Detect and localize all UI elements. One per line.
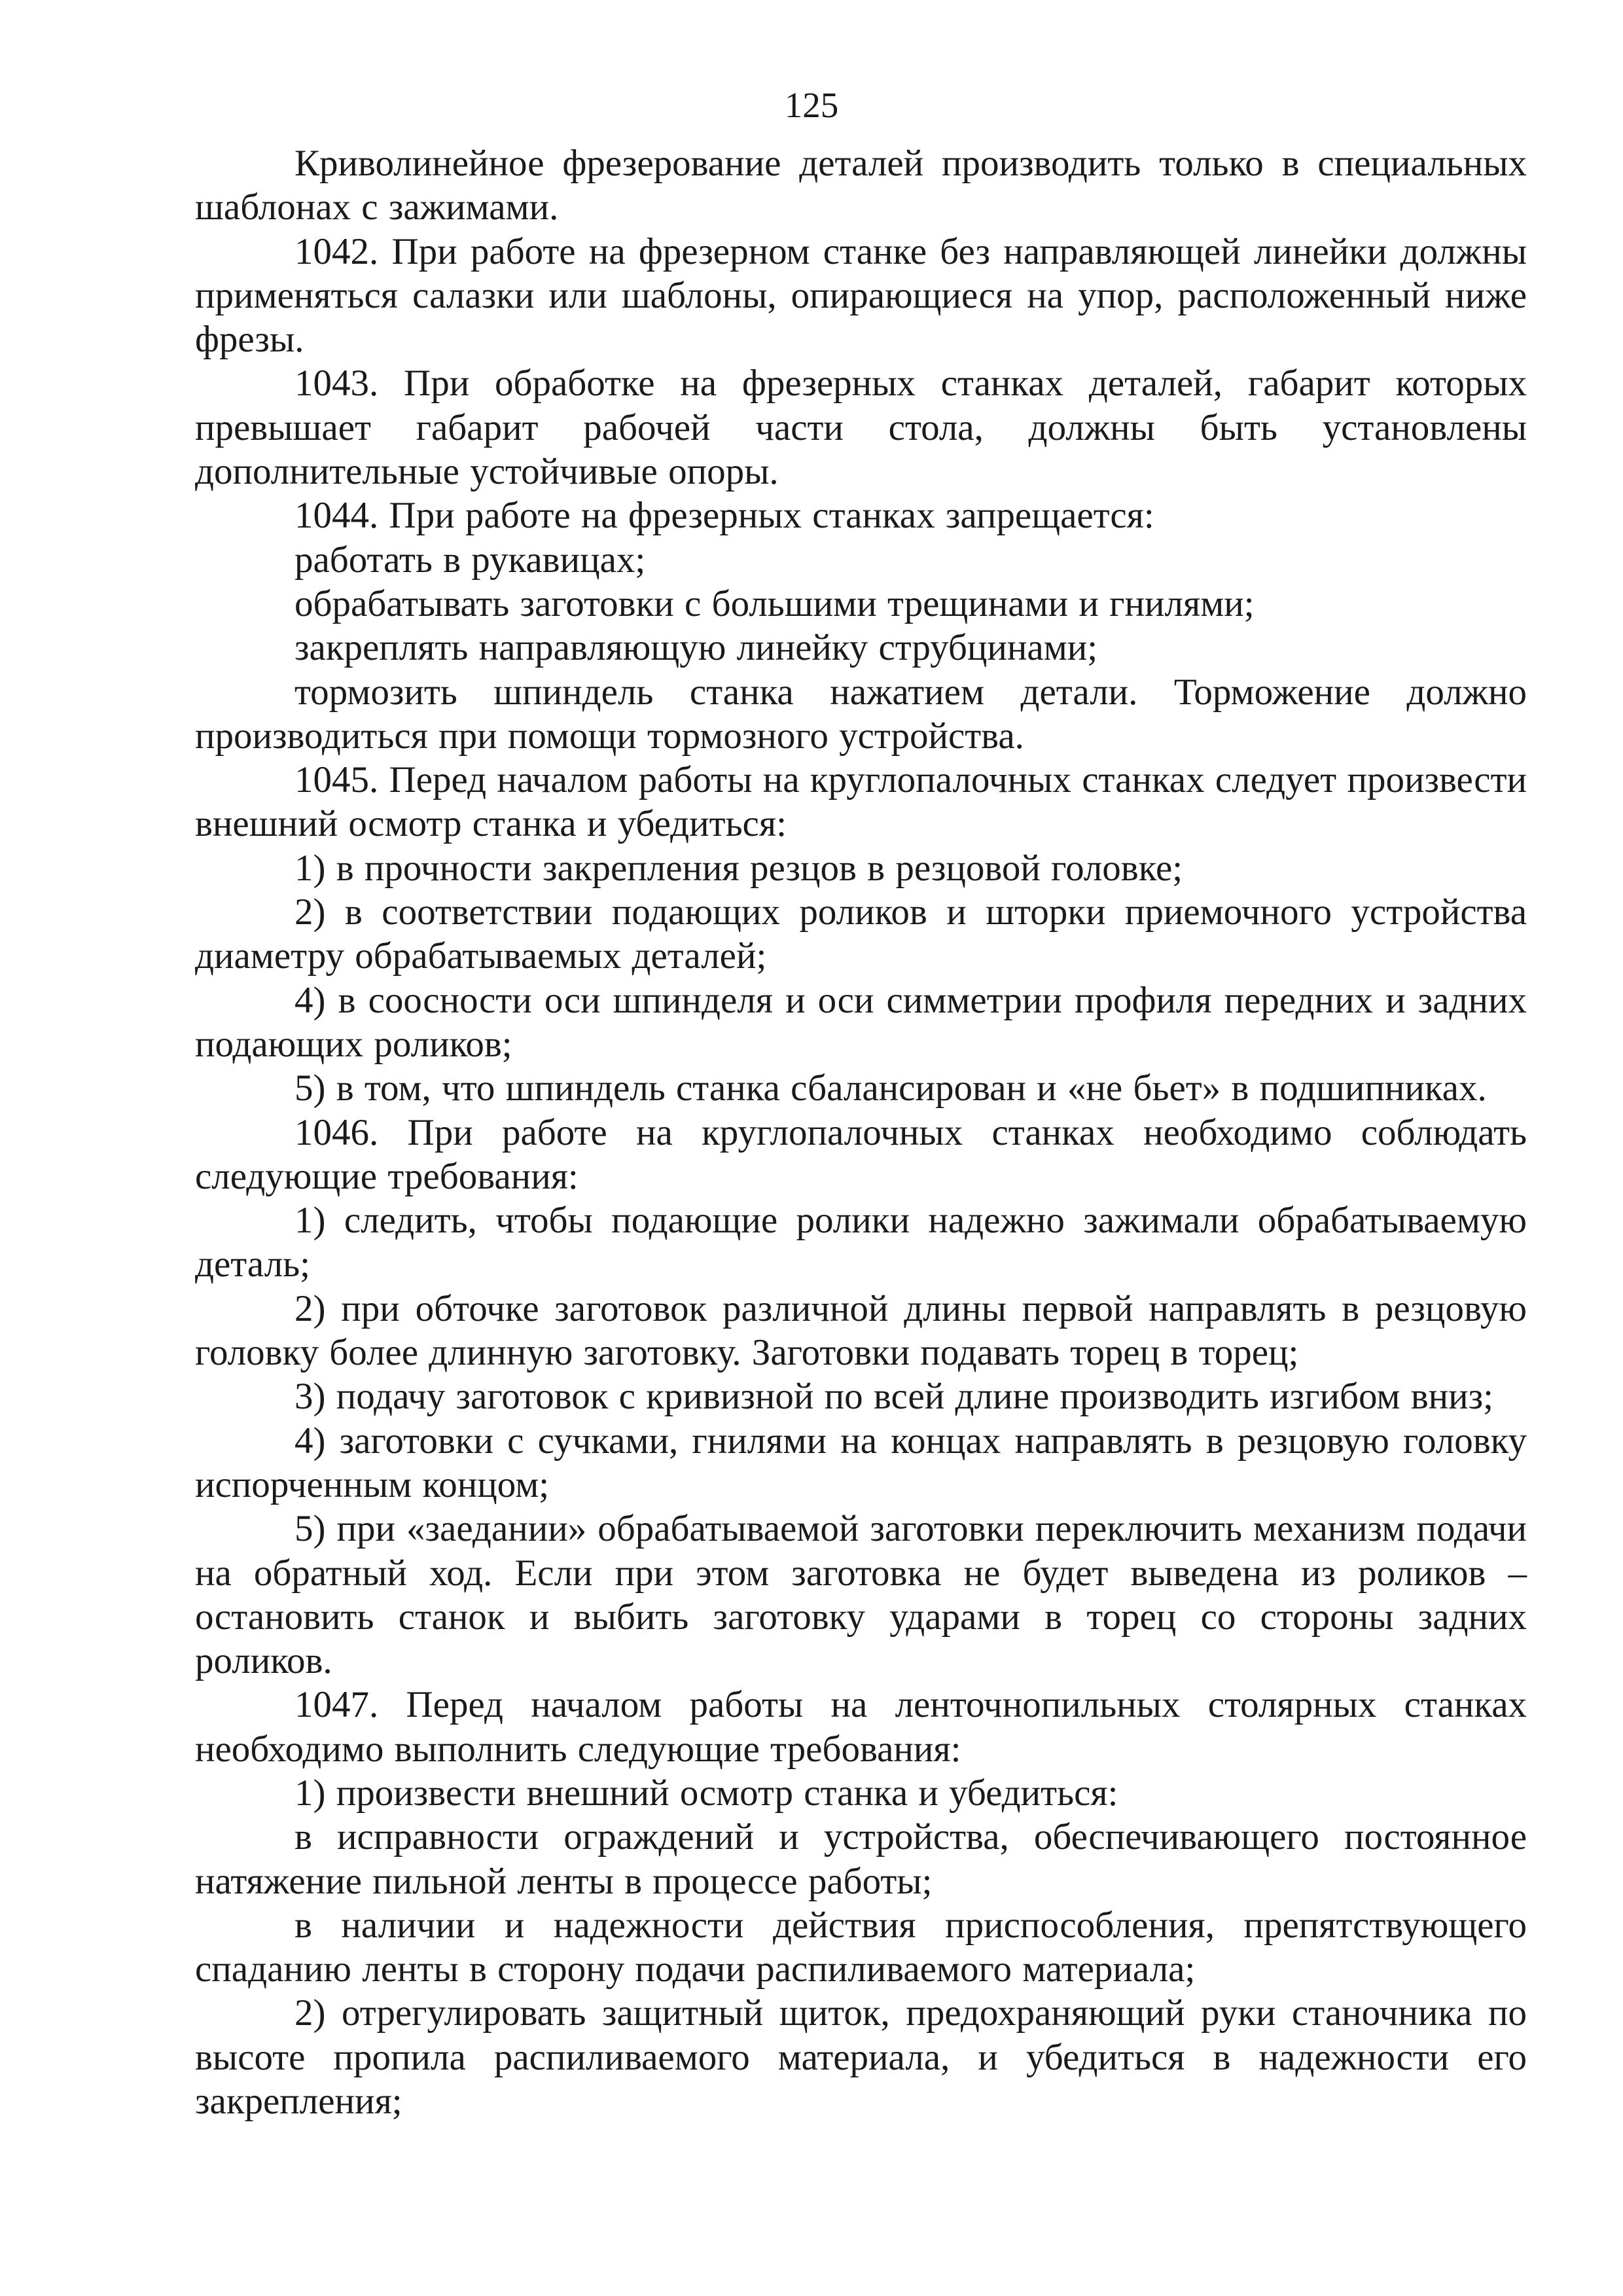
paragraph-1047: 1047. Перед началом работы на ленточнопильных столярных станках необходимо выполнить следующие требования: bbox=[195, 1684, 1527, 1770]
list-item: 1) произвести внешний осмотр станка и убедиться: bbox=[294, 1772, 1118, 1814]
list-item: 2) при обточке заготовок различной длины первой направлять в резцовую головку более длинную заготовку. Заготовки подавать торец в торец; bbox=[195, 1287, 1527, 1374]
paragraph-1046: 1046. При работе на круглопалочных станках необходимо соблюдать следующие требования: bbox=[195, 1111, 1527, 1197]
list-item: 2) отрегулировать защитный щиток, предохраняющий руки станочника по высоте пропила распиливаемого материала, и убедиться в надежности его закрепления; bbox=[195, 1992, 1527, 2123]
list-item: работать в рукавицах; bbox=[294, 539, 646, 581]
list-item: 3) подачу заготовок с кривизной по всей длине производить изгибом вниз; bbox=[294, 1376, 1493, 1418]
list-item: 2) в соответствии подающих роликов и шторки приемочного устройства диаметру обрабатываемых деталей; bbox=[195, 891, 1527, 977]
list-item: 5) при «заедании» обрабатываемой заготовки переключить механизм подачи на обратный ход. Если при этом заготовка не будет выведена из роликов – остановить станок и выбить заготовку ударами в торец со стороны задних роликов. bbox=[195, 1508, 1527, 1682]
paragraph-1044: 1044. При работе на фрезерных станках запрещается: bbox=[294, 495, 1154, 537]
list-item: обрабатывать заготовки с большими трещинами и гнилями; bbox=[294, 583, 1255, 624]
list-item: в исправности ограждений и устройства, обеспечивающего постоянное натяжение пильной ленты в процессе работы; bbox=[195, 1816, 1527, 1902]
list-item: закреплять направляющую линейку струбцинами; bbox=[294, 627, 1098, 669]
paragraph-intro: Криволинейное фрезерование деталей производить только в специальных шаблонах с зажимами. bbox=[195, 143, 1527, 228]
paragraph-1045: 1045. Перед началом работы на круглопалочных станках следует произвести внешний осмотр станка и убедиться: bbox=[195, 759, 1527, 845]
list-item: 4) в соосности оси шпинделя и оси симметрии профиля передних и задних подающих роликов; bbox=[195, 979, 1527, 1065]
list-item: 4) заготовки с сучками, гнилями на концах направлять в резцовую головку испорченным концом; bbox=[195, 1420, 1527, 1505]
page-number: 125 bbox=[784, 85, 839, 125]
paragraph-1043: 1043. При обработке на фрезерных станках деталей, габарит которых превышает габарит рабочей части стола, должны быть установлены дополнительные устойчивые опоры. bbox=[195, 363, 1527, 493]
list-item: 5) в том, что шпиндель станка сбалансирован и «не бьет» в подшипниках. bbox=[294, 1067, 1487, 1109]
body-text bbox=[195, 141, 1527, 2123]
list-item: 1) в прочности закрепления резцов в резцовой головке; bbox=[294, 847, 1183, 889]
paragraph-1042: 1042. При работе на фрезерном станке без направляющей линейки должны применяться салазки или шаблоны, опирающиеся на упор, расположенный ниже фрезы. bbox=[195, 230, 1527, 361]
list-item: в наличии и надежности действия приспособления, препятствующего спаданию ленты в сторону подачи распиливаемого материала; bbox=[195, 1904, 1527, 1990]
list-item: тормозить шпиндель станка нажатием детали. Торможение должно производиться при помощи тормозного устройства. bbox=[195, 671, 1527, 757]
list-item: 1) следить, чтобы подающие ролики надежно зажимали обрабатываемую деталь; bbox=[195, 1200, 1527, 1285]
